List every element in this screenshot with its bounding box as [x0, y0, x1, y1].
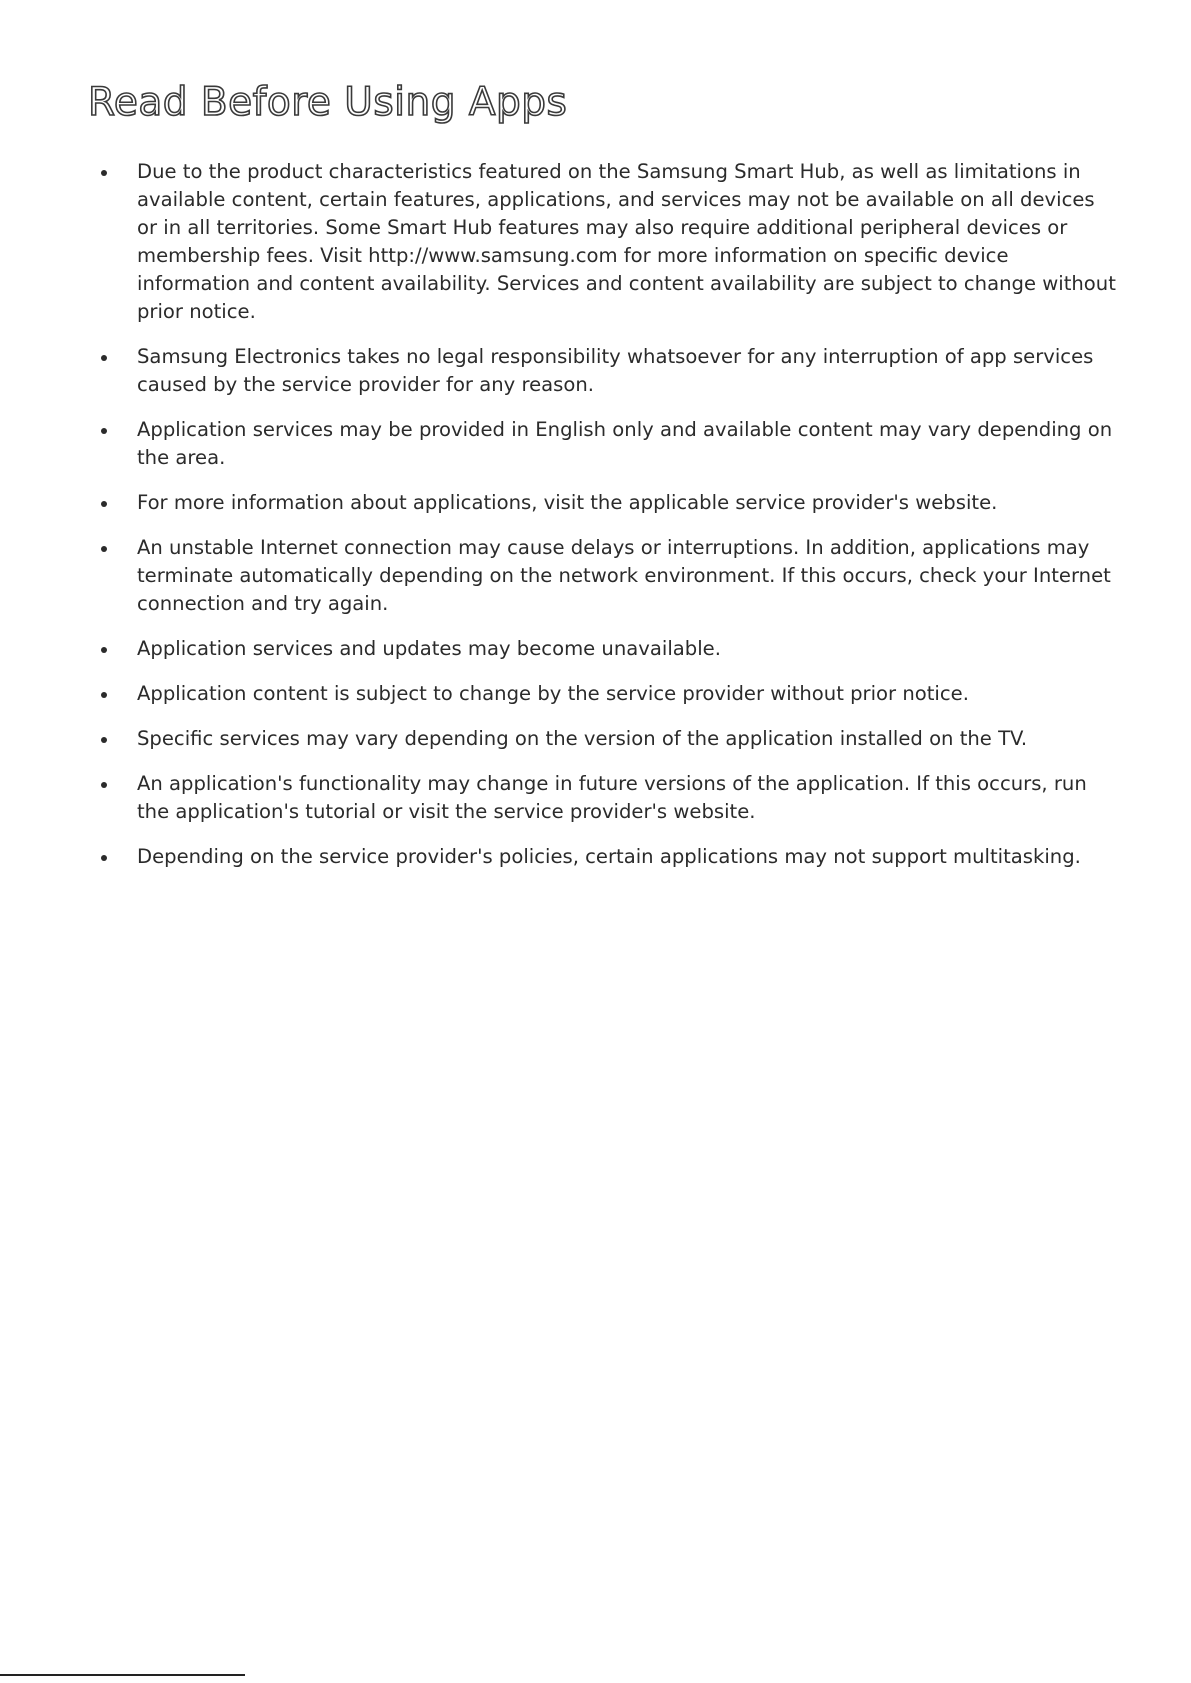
- list-item: [98, 680, 1118, 708]
- list-item: [98, 725, 1118, 753]
- list-item-text: Depending on the service provider's policies, certain applications may not support multitasking.: [137, 845, 1081, 868]
- page-title: Read Before Using Apps: [88, 80, 568, 125]
- bullet-icon: [101, 737, 107, 743]
- list-item-text: Application services and updates may become unavailable.: [137, 637, 721, 660]
- list-item: [98, 770, 1118, 826]
- list-item: [98, 343, 1118, 399]
- bullet-icon: [101, 355, 107, 361]
- list-item: [98, 534, 1118, 618]
- list-item: [98, 416, 1118, 472]
- list-item-text: Application content is subject to change by the service provider without prior notice.: [137, 682, 969, 705]
- bullet-icon: [101, 501, 107, 507]
- bullet-icon: [101, 782, 107, 788]
- list-item-text: Samsung Electronics takes no legal responsibility whatsoever for any interruption of app services caused by the service provider for any reason.: [137, 345, 1094, 396]
- bullet-icon: [101, 170, 107, 176]
- list-item-text: Application services may be provided in English only and available content may vary depending on the area.: [137, 418, 1113, 469]
- notice-list: [98, 158, 1118, 888]
- bullet-icon: [101, 428, 107, 434]
- list-item-text: For more information about applications, visit the applicable service provider's website.: [137, 491, 998, 514]
- footer-divider: [0, 1674, 245, 1676]
- bullet-icon: [101, 855, 107, 861]
- list-item: [98, 489, 1118, 517]
- list-item: [98, 843, 1118, 871]
- list-item: [98, 635, 1118, 663]
- list-item-text: Specific services may vary depending on the version of the application installed on the TV.: [137, 727, 1028, 750]
- bullet-icon: [101, 647, 107, 653]
- list-item-text: An application's functionality may change in future versions of the application. If this occurs, run the application's tutorial or visit the service provider's website.: [137, 772, 1087, 823]
- list-item: [98, 158, 1118, 326]
- bullet-icon: [101, 546, 107, 552]
- list-item-text: An unstable Internet connection may cause delays or interruptions. In addition, applications may terminate automatically depending on the network environment. If this occurs, check your Internet connection and try again.: [137, 536, 1111, 615]
- list-item-text: Due to the product characteristics featured on the Samsung Smart Hub, as well as limitations in available content, certain features, applications, and services may not be available on all devices or in all territories. Some Smart Hub features may also require additional peripheral devices or membership fees. Visit http://www.samsung.com for more information on specific device information and content availability. Services and content availability are subject to change without prior notice.: [137, 160, 1116, 323]
- bullet-icon: [101, 692, 107, 698]
